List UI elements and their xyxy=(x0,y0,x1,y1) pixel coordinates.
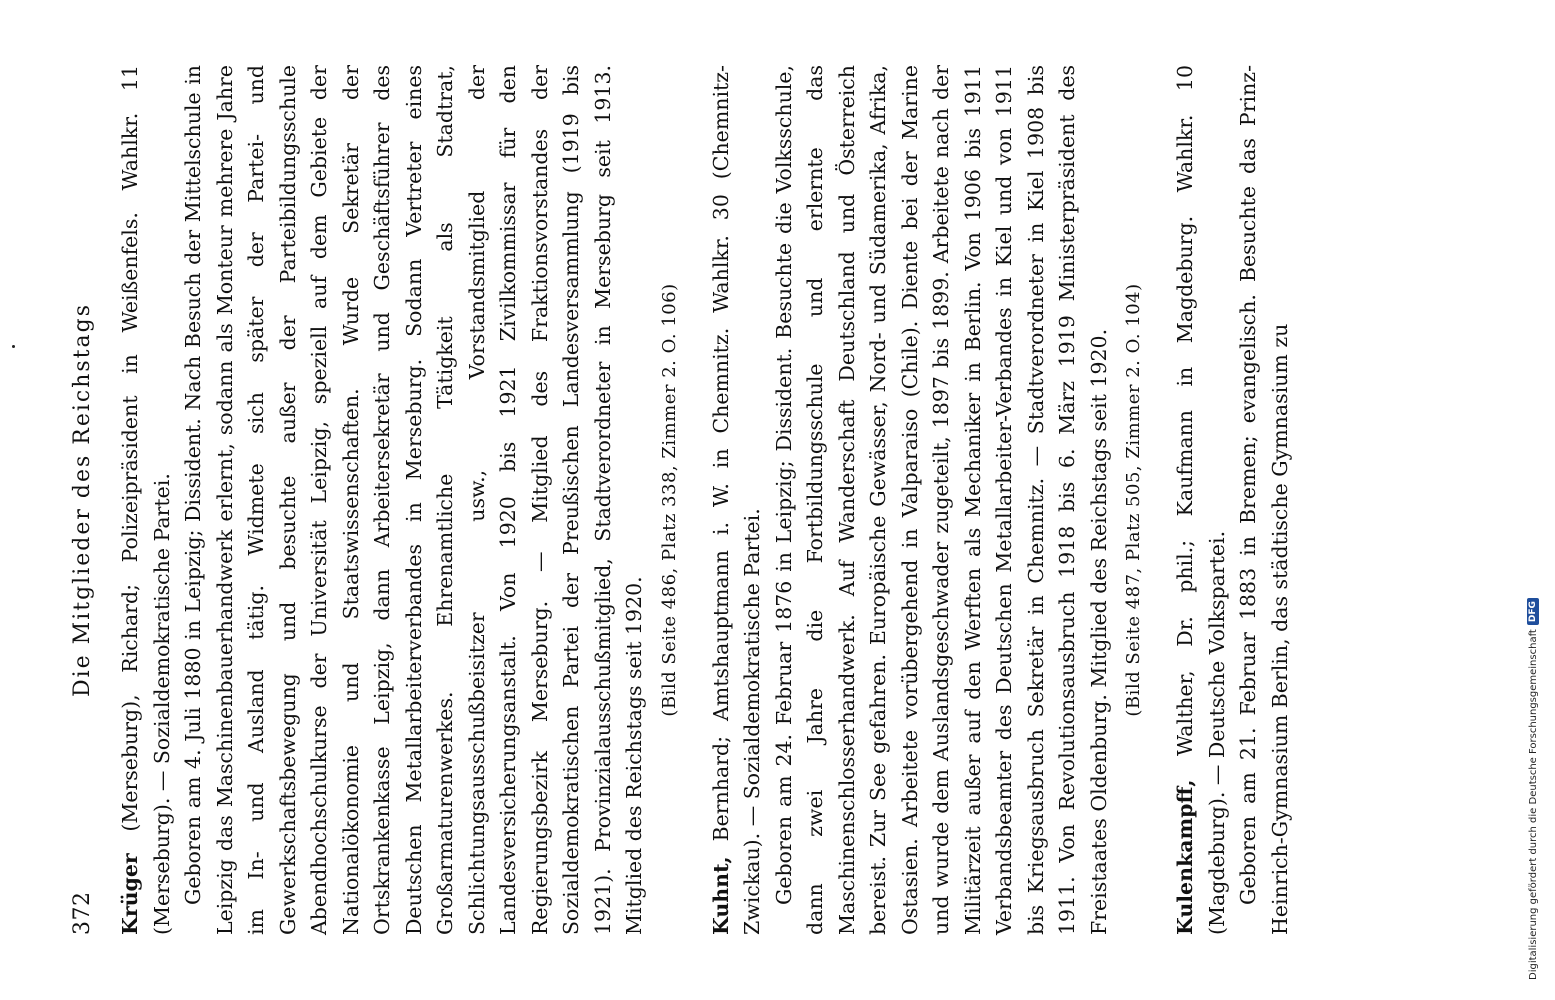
picture-reference: (Bild Seite 486, Platz 338, Zimmer 2. O. 106) xyxy=(658,283,680,717)
running-title: Die Mitglieder des Reichstags xyxy=(70,303,95,697)
entry-heading xyxy=(115,65,178,935)
page-number: 372 xyxy=(70,891,95,935)
entry-body: Geboren am 4. Juli 1880 in Leipzig; Dissident. Nach Besuch der Mittelschule in Leipzig das Maschinenbauerhandwerk erlernt, sodann als Monteur mehrere Jahre im In- und Ausland tätig. Widmete sich später der Partei- und Gewerkschaftsbewegung und besuchte außer der Parteibildungsschule Abendhochschulkurse der Universität Leipzig, speziell auf dem Gebiete der Nationalökonomie und Staatswissenschaften. Wurde Sekretär der Ortskrankenkasse Leipzig, dann Arbeitersekretär und Geschäftsführer des Deutschen Metallarbeiterverbandes in Merseburg. Sodann Vertreter eines Großarmaturenwerkes. Ehrenamtliche Tätigkeit als Stadtrat, Schlichtungsausschußbeisitzer usw., Vorstandsmitglied der Landesversicherungsanstalt. Von 1920 bis 1921 Zivilkommissar für den Regierungsbezirk Merseburg. — Mitglied des Fraktionsvorstandes der Sozialdemokratischen Partei der Preußischen Landesversammlung (1919 bis 1921). Provinzialausschußmitglied, Stadtverordneter in Merseburg seit 1913. Mitglied des Reichstags seit 1920. xyxy=(181,65,646,935)
entry-body: Geboren am 21. Februar 1883 in Bremen; evangelisch. Besuchte das Prinz-Heinrich-Gymnasium Berlin, das städtische Gymnasium zu xyxy=(1236,65,1292,935)
dfg-logo: DFG xyxy=(1527,598,1539,625)
entry-kulenkampff xyxy=(1170,65,1296,935)
entry-heading-rest: (Merseburg), Richard; Polizeipräsident in Weißenfels. Wahlkr. 11 (Merseburg). — Sozialdemokratische Partei. xyxy=(118,65,174,935)
entry-surname: Kuhnt, xyxy=(708,856,733,935)
entry-surname: Krüger xyxy=(118,853,142,935)
entry-surname: Kulenkampff, xyxy=(1173,779,1197,935)
entry-heading-rest: Walther, Dr. phil.; Kaufmann in Magdeburg. Wahlkr. 10 (Magdeburg). — Deutsche Volkspartei. xyxy=(1173,65,1229,935)
entry-body: Geboren am 24. Februar 1876 in Leipzig; Dissident. Besuchte die Volksschule, dann zwei Jahre die Fortbildungsschule und erlernte das Maschinenschlosserhandwerk. Auf Wanderschaft Deutschland und Österreich bereist. Zur See gefahren. Europäische Gewässer, Nord- und Südamerika, Afrika, Ostasien. Arbeitete vorübergehend in Valparaiso (Chile). Diente bei der Marine und wurde dem Auslandsgeschwader zugeteilt, 1897 bis 1899. Arbeitete nach der Militärzeit außer auf den Werften als Mechaniker in Berlin. Von 1906 bis 1911 Verbandsbeamter des Deutschen Metallarbeiter-Verbandes in Kiel und von 1911 bis Kriegsausbruch Sekretär in Chemnitz. — Stadtverordneter in Kiel 1908 bis 1911. Von Revolutionsausbruch 1918 bis 6. März 1919 Ministerpräsident des Freistaates Oldenburg. Mitglied des Reichstags seit 1920. xyxy=(771,65,1111,935)
dfg-credit-text: Digitalisierung gefördert durch die Deutsche Forschungsgemeinschaft xyxy=(1527,629,1539,980)
scan-speck xyxy=(12,345,15,348)
entry-heading-rest: Bernhard; Amtshauptmann i. W. in Chemnitz. Wahlkr. 30 (Chemnitz-Zwickau). — Sozialdemokratische Partei. xyxy=(708,65,764,935)
entry-kuhnt xyxy=(706,65,1145,935)
dfg-credit xyxy=(1527,10,1539,980)
entry-heading xyxy=(706,65,769,935)
rotated-page xyxy=(70,65,1465,935)
picture-reference: (Bild Seite 487, Platz 505, Zimmer 2. O. 104) xyxy=(1123,283,1144,717)
entry-krueger xyxy=(115,65,680,935)
entry-heading xyxy=(1170,65,1233,935)
page-header xyxy=(70,65,95,935)
